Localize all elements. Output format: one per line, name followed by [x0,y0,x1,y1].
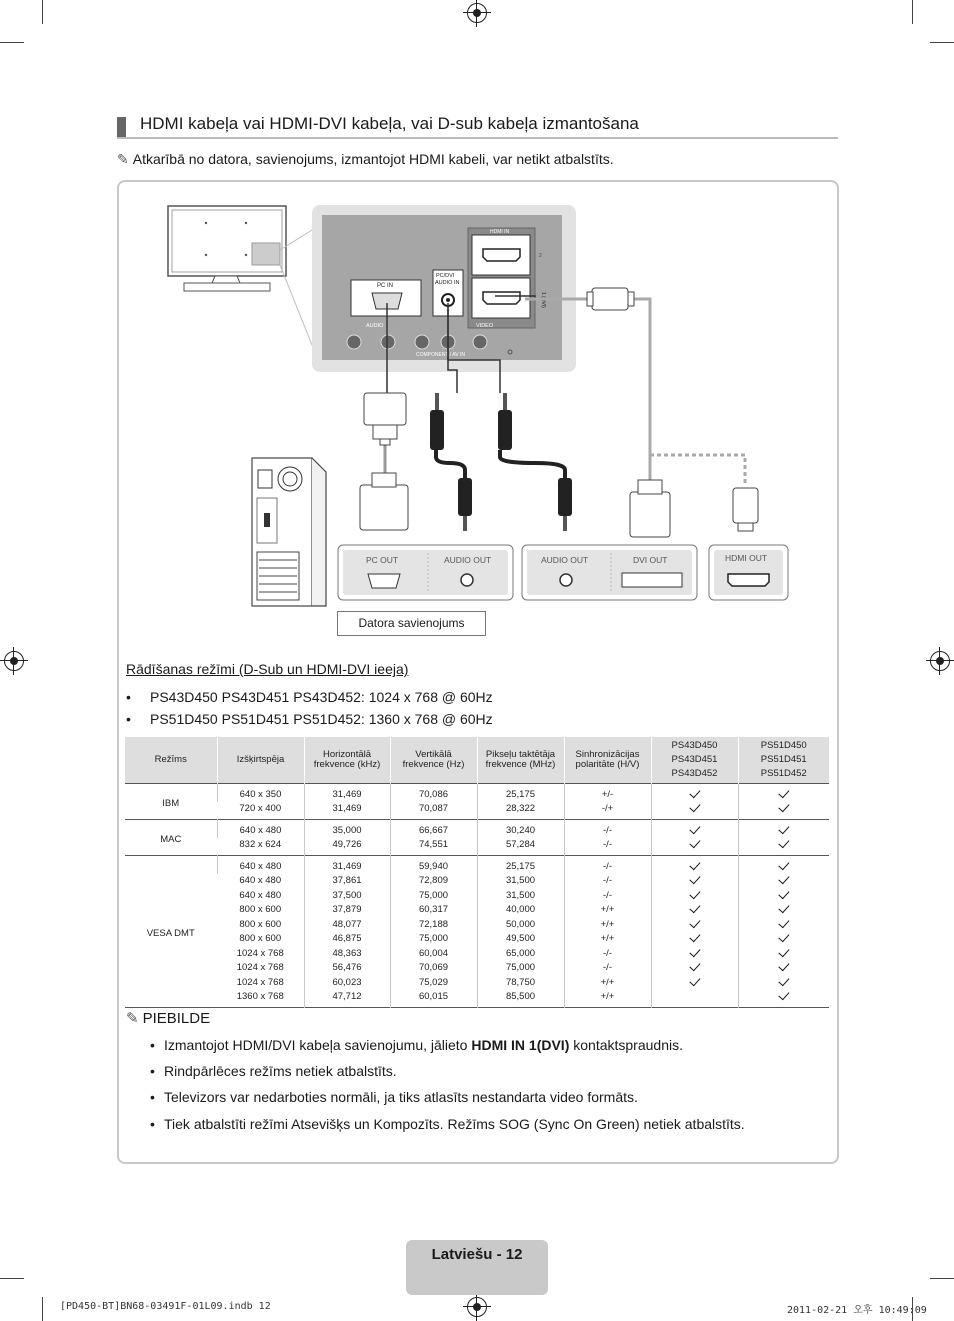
connection-diagram [160,195,800,645]
table-row [125,990,829,1008]
pc-tower-illustration [252,458,326,606]
model-43-support-cell [651,802,738,820]
crop-mark [930,1278,954,1279]
section-marker [117,117,126,137]
dvi-plug [630,480,670,537]
checkmark-icon [778,888,789,899]
vfreq-cell: 72,809 [390,874,477,889]
display-modes-table [125,737,829,1008]
hfreq-cell: 31,469 [304,784,390,802]
page-number-tab [406,1240,548,1295]
checkmark-icon [778,975,789,986]
model-51-support-cell [738,888,829,903]
section-note-text: Atkarībā no datora, savienojums, izmantojot HDMI kabeli, var netikt atbalstīts. [132,151,614,167]
registration-mark-icon [467,3,487,23]
checkmark-icon [778,960,789,971]
audio-label: AUDIO [366,323,384,329]
checkmark-icon [689,931,700,942]
vfreq-cell: 75,000 [390,932,477,947]
pixel-clock-cell: 85,500 [477,990,564,1008]
pc-port-box-3 [709,545,788,600]
vfreq-cell: 72,188 [390,917,477,932]
model-43-support-cell [651,838,738,856]
bullet-icon: • [126,711,131,727]
checkmark-icon [689,787,700,798]
table-row [125,784,829,802]
vfreq-cell: 60,015 [390,990,477,1008]
checkmark-icon [689,975,700,986]
dvi-out-label: DVI OUT [633,555,668,565]
sync-cell: -/- [564,874,651,889]
sync-cell: +/- [564,784,651,802]
resolution-cell: 1024 x 768 [236,962,284,974]
model-51-support-cell [738,990,829,1008]
model-51-support-cell [738,820,829,838]
pc-port-box-1 [338,545,513,600]
resolution-cell: 640 x 480 [217,820,304,838]
audio-plug-top-2 [498,393,512,450]
resolution-cell: 1024 x 768 [236,976,284,988]
crop-mark [42,0,43,24]
resolution-cell: 800 x 600 [239,933,282,945]
bullet-icon: • [126,689,131,705]
header-sync-polarity: Sinhronizācijas polaritāte (H/V) [564,737,651,784]
modes-title: Rādīšanas režīmi (D-Sub un HDMI-DVI ieeja) [126,661,409,677]
checkmark-icon [778,989,789,1000]
model-43-support-cell [651,903,738,918]
note-emphasis: HDMI IN 1(DVI) [471,1037,570,1053]
crop-mark [42,1297,43,1321]
vfreq-cell: 60,317 [390,903,477,918]
header-hfreq: Horizontālā frekvence (kHz) [304,737,390,784]
tv-port-panel [312,205,576,372]
mode-group [125,784,829,820]
checkmark-icon [778,801,789,812]
audio-plug-bottom-2 [558,478,572,531]
checkmark-icon [689,917,700,928]
model-43-support-cell [651,784,738,802]
resolution-cell: 640 x 480 [217,856,304,874]
bullet-icon: • [150,1037,155,1053]
bullet-icon: • [150,1063,155,1079]
model-43-support-cell [651,888,738,903]
crop-mark [0,1278,24,1279]
sync-cell: +/+ [564,903,651,918]
hdmi-port-2-label: 2 [539,253,542,259]
hfreq-cell: 37,879 [304,903,390,918]
section-note [117,151,614,168]
pixel-clock-cell: 78,750 [477,975,564,990]
resolution-cell: 800 x 600 [239,918,282,930]
hfreq-cell: 37,500 [304,888,390,903]
model-43-support-cell [651,917,738,932]
mode-group [125,820,829,856]
vfreq-cell: 74,551 [390,838,477,856]
audio-in-label: AUDIO IN [435,280,460,286]
vfreq-cell: 70,086 [390,784,477,802]
pixel-clock-cell: 30,240 [477,820,564,838]
audio-plug-top-1 [430,393,444,450]
model-51-support-cell [738,856,829,874]
checkmark-icon [778,902,789,913]
model-51-support-cell [738,784,829,802]
model-51-support-cell [738,802,829,820]
note-item [150,1116,745,1132]
mode-cell: VESA DMT [146,927,195,939]
pixel-clock-cell: 49,500 [477,932,564,947]
registration-mark-icon [467,1297,487,1317]
crop-mark [930,42,954,43]
modes-bullet-text: PS43D450 PS43D451 PS43D452: 1024 x 768 @ 60Hz [150,689,493,705]
hfreq-cell: 31,469 [304,856,390,874]
pixel-clock-cell: 40,000 [477,903,564,918]
registration-mark-icon [930,651,950,671]
model-43-support-cell [651,946,738,961]
pixel-clock-cell: 65,000 [477,946,564,961]
note-item [150,1037,683,1053]
resolution-cell: 640 x 480 [239,875,282,887]
header-model-51: PS51D450 PS51D451 PS51D452 [738,737,829,784]
header-mode: Režīms [125,737,217,784]
checkmark-icon [689,888,700,899]
vga-plug-bottom [360,473,408,530]
note-pencil-icon: ✎ [126,1010,139,1027]
table-row [125,975,829,990]
pc-dvi-label: PC/DVI [436,273,455,279]
checkmark-icon [778,787,789,798]
model-43-support-cell [651,975,738,990]
resolution-cell: 720 x 400 [239,803,282,815]
model-43-support-cell [651,820,738,838]
note-text: Izmantojot HDMI/DVI kabeļa savienojumu, jālieto [164,1037,472,1053]
model-43-support-cell [651,961,738,976]
table-row [125,874,829,889]
table-row [125,932,829,947]
checkmark-icon [689,960,700,971]
pc-out-label: PC OUT [366,555,399,565]
checkmark-icon [778,931,789,942]
audio-plug-bottom-1 [458,478,472,531]
hdmi-out-label: HDMI OUT [725,553,768,563]
note-text: kontaktspraudnis. [569,1037,683,1053]
mode-group [125,856,829,1008]
bullet-icon: • [150,1089,155,1105]
table-row [125,946,829,961]
hfreq-cell: 48,077 [304,917,390,932]
section-title: HDMI kabeļa vai HDMI-DVI kabeļa, vai D-sub kabeļa izmantošana [140,114,639,133]
crop-mark [912,0,913,24]
checkmark-icon [689,873,700,884]
table-row [125,961,829,976]
hfreq-cell: 46,875 [304,932,390,947]
hdmi-port-1-label: 1 (DVI) [540,292,546,308]
note-item [150,1089,638,1105]
hdmi-plug-bottom [733,488,758,531]
checkmark-icon [778,917,789,928]
table-row [125,917,829,932]
resolution-cell: 1024 x 768 [236,947,284,959]
model-51-support-cell [738,946,829,961]
pc-port-box-2 [522,545,697,600]
hfreq-cell: 56,476 [304,961,390,976]
table-header-row [125,737,829,784]
model-51-support-cell [738,838,829,856]
model-51-support-cell [738,903,829,918]
checkmark-icon [778,873,789,884]
table-row [125,820,829,838]
model-51-support-cell [738,874,829,889]
sync-cell: +/+ [564,932,651,947]
vfreq-cell: 75,029 [390,975,477,990]
hfreq-cell: 60,023 [304,975,390,990]
note-item [150,1063,397,1079]
pixel-clock-cell: 31,500 [477,874,564,889]
page-number: Latviešu - 12 [431,1246,523,1263]
pixel-clock-cell: 57,284 [477,838,564,856]
sync-cell: -/- [564,888,651,903]
bullet-icon: • [150,1116,155,1132]
vfreq-cell: 75,000 [390,888,477,903]
checkmark-icon [778,823,789,834]
note-text: Rindpārlēces režīms netiek atbalstīts. [164,1063,397,1079]
vfreq-cell: 59,940 [390,856,477,874]
note-pencil-icon: ✎ [117,151,129,167]
model-43-support-cell [651,990,738,1008]
header-pixel-clock: Pikseļu taktētāja frekvence (MHz) [477,737,564,784]
sync-cell: +/+ [564,990,651,1008]
model-51-support-cell [738,932,829,947]
checkmark-icon [689,902,700,913]
table-row [125,856,829,874]
sync-cell: +/+ [564,975,651,990]
checkmark-icon [778,837,789,848]
sync-cell: -/- [564,838,651,856]
hdmi-in-label: HDMI IN [490,229,510,235]
mode-cell: IBM [162,797,180,809]
checkmark-icon [778,859,789,870]
sync-cell: -/- [564,946,651,961]
modes-bullet-text: PS51D450 PS51D451 PS51D452: 1360 x 768 @ 60Hz [150,711,493,727]
model-43-support-cell [651,874,738,889]
checkmark-icon [689,946,700,957]
table-row [125,838,829,856]
header-model-43: PS43D450 PS43D451 PS43D452 [651,737,738,784]
pixel-clock-cell: 31,500 [477,888,564,903]
note-text: Tiek atbalstīti režīmi Atsevišķs un Kompozīts. Režīms SOG (Sync On Green) netiek atbalstīts. [164,1116,745,1132]
sync-cell: -/- [564,856,651,874]
print-timestamp: 2011-02-21 오후 10:49:09 [787,1305,927,1316]
registration-mark-icon [4,651,24,671]
sync-cell: -/+ [564,802,651,820]
model-43-support-cell [651,932,738,947]
checkmark-icon [689,837,700,848]
hfreq-cell: 49,726 [304,838,390,856]
model-51-support-cell [738,961,829,976]
pixel-clock-cell: 25,175 [477,784,564,802]
notes-heading [126,1009,210,1027]
resolution-cell: 640 x 480 [239,889,282,901]
modes-bullet [126,711,493,727]
resolution-cell: 1360 x 768 [236,991,284,1003]
table-row [125,802,829,820]
diagram-caption: Datora savienojums [337,611,486,636]
pixel-clock-cell: 75,000 [477,961,564,976]
pixel-clock-cell: 50,000 [477,917,564,932]
checkmark-icon [689,859,700,870]
audio-out-label-1: AUDIO OUT [444,555,492,565]
hfreq-cell: 48,363 [304,946,390,961]
table-row [125,888,829,903]
model-51-support-cell [738,975,829,990]
pixel-clock-cell: 25,175 [477,856,564,874]
print-file-info: [PD450-BT]BN68-03491F-01L09.indb 12 [60,1301,271,1312]
audio-out-label-2: AUDIO OUT [541,555,589,565]
mode-cell: MAC [160,833,182,845]
note-text: Televizors var nedarboties normāli, ja tiks atlasīts nestandarta video formāts. [164,1089,638,1105]
checkmark-icon [778,946,789,957]
table-row [125,903,829,918]
model-43-support-cell [651,856,738,874]
tv-front-illustration [168,206,320,365]
vfreq-cell: 66,667 [390,820,477,838]
vfreq-cell: 70,087 [390,802,477,820]
component-av-label: COMPONENT / AV IN [416,352,465,358]
sync-cell: -/- [564,820,651,838]
crop-mark [0,42,24,43]
checkmark-icon [689,801,700,812]
hfreq-cell: 35,000 [304,820,390,838]
hfreq-cell: 31,469 [304,802,390,820]
modes-bullet [126,689,493,705]
vfreq-cell: 70,069 [390,961,477,976]
pc-in-label: PC IN [377,283,394,289]
hdmi-plug-top [587,288,634,310]
pixel-clock-cell: 28,322 [477,802,564,820]
hfreq-cell: 47,712 [304,990,390,1008]
resolution-cell: 640 x 350 [217,784,304,802]
sync-cell: +/+ [564,917,651,932]
hfreq-cell: 37,861 [304,874,390,889]
model-51-support-cell [738,917,829,932]
vga-plug-top [364,393,406,445]
sync-cell: -/- [564,961,651,976]
checkmark-icon [689,823,700,834]
vfreq-cell: 60,004 [390,946,477,961]
section-divider [117,137,838,139]
video-label: VIDEO [476,323,494,329]
notes-title: PIEBILDE [142,1010,211,1027]
header-vfreq: Vertikālā frekvence (Hz) [390,737,477,784]
resolution-cell: 832 x 624 [239,839,282,851]
header-resolution: Izšķirtspēja [217,737,304,784]
resolution-cell: 800 x 600 [239,904,282,916]
